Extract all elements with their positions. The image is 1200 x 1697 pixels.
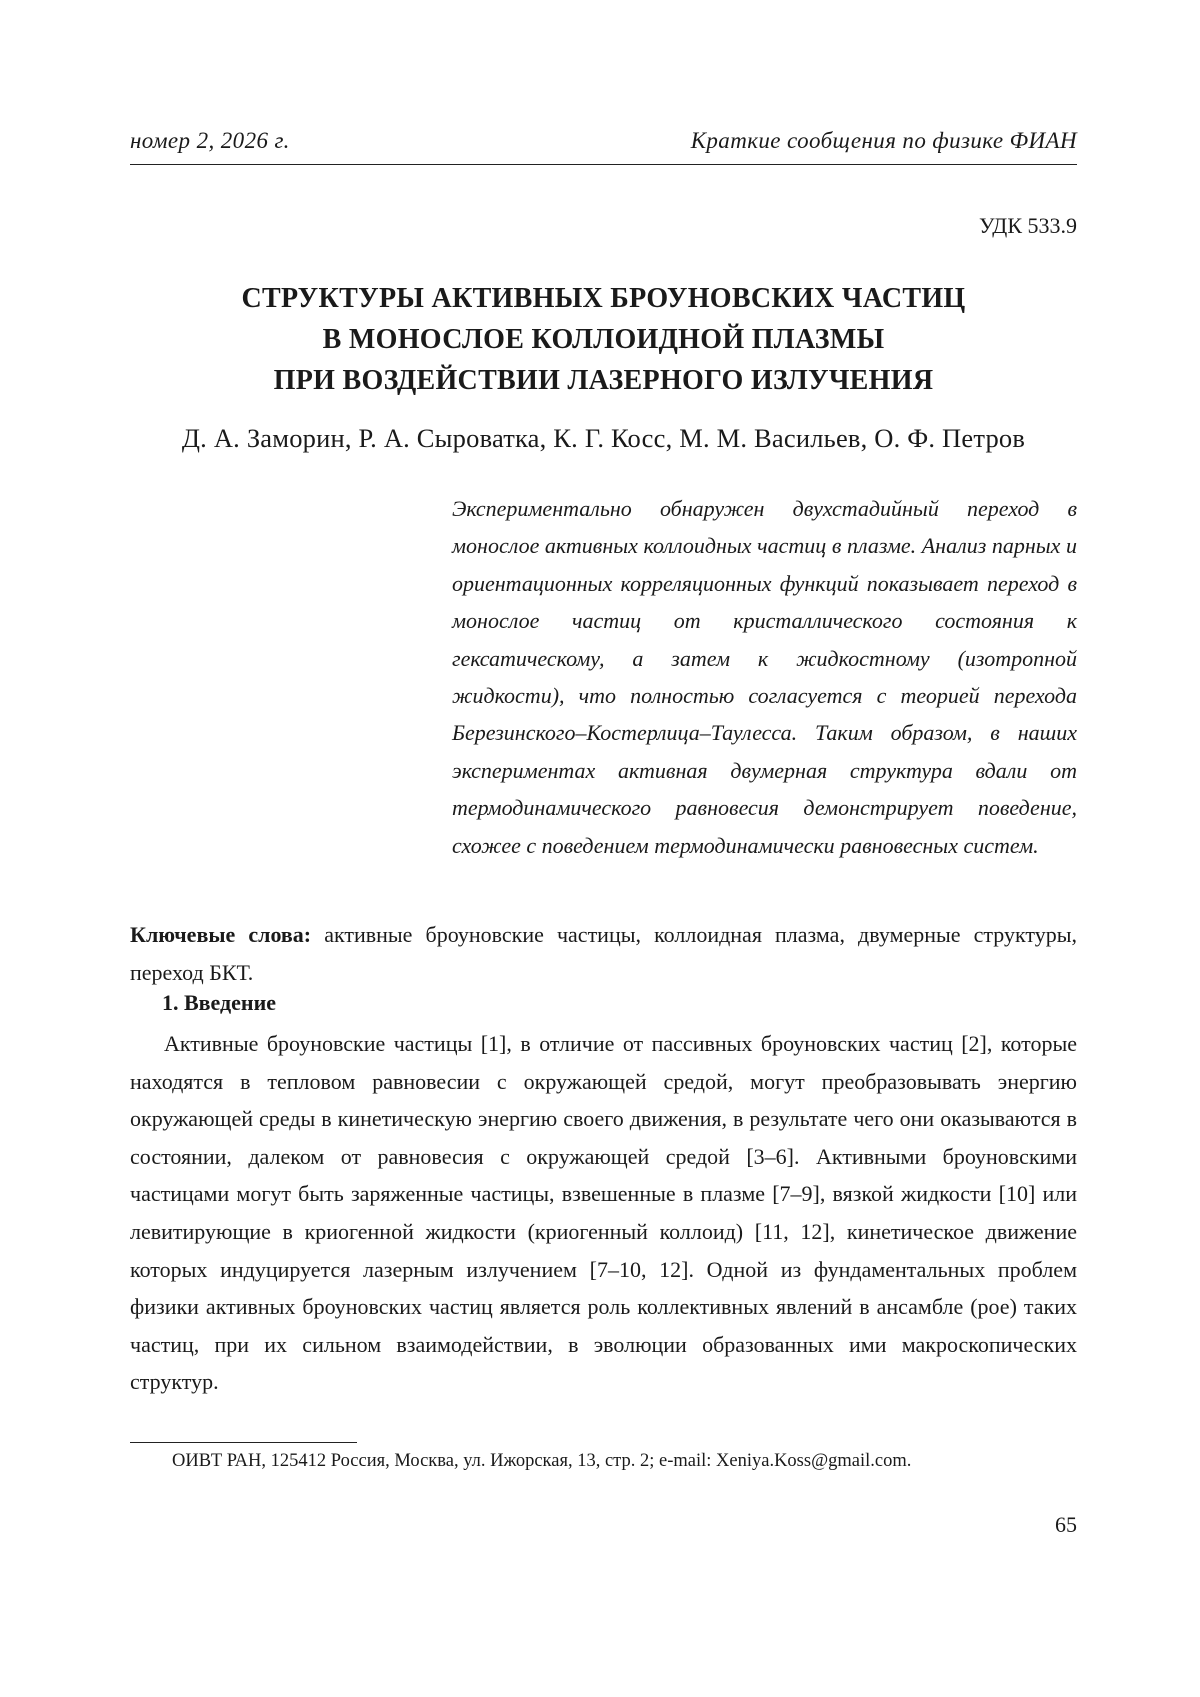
issue-info: номер 2, 2026 г. <box>130 128 290 153</box>
udc-code: УДК 533.9 <box>978 213 1077 238</box>
footnote-divider <box>130 1442 357 1443</box>
introduction-paragraph: Активные броуновские частицы [1], в отличие от пассивных броуновских частиц [2], которые находятся в тепловом равновесии с окружающей средой, могут преобразовывать энергию окружающей среды в кинетическую энергию своего движения, в результате чего они оказываются в состоянии, далеком от равновесия с окружающей средой [3–6]. Активными броуновскими частицами могут быть заряженные частицы, взвешенные в плазме [7–9], вязкой жидкости [10] или левитирующие в криогенной жидкости (криогенный коллоид) [11, 12], кинетическое движение которых индуцируется лазерным излучением [7–10, 12]. Одной из фундаментальных проблем физики активных броуновских частиц является роль коллективных явлений в ансамбле (рое) таких частиц, при их сильном взаимодействии, в эволюции образованных ими макроскопических структур. <box>130 1031 1077 1395</box>
title-line: В МОНОСЛОЕ КОЛЛОИДНОЙ ПЛАЗМЫ <box>322 324 885 355</box>
journal-name: Краткие сообщения по физике ФИАН <box>690 128 1077 153</box>
page-number: 65 <box>1055 1512 1077 1537</box>
title-line: СТРУКТУРЫ АКТИВНЫХ БРОУНОВСКИХ ЧАСТИЦ <box>241 283 966 314</box>
abstract: Экспериментально обнаружен двухстадийный переход в монослое активных коллоидных частиц в плазме. Анализ парных и ориентационных корреляционных функций показывает переход в монослое частиц от кристаллического состояния к гексатическому, а затем к жидкостному (изотропной жидкости), что полностью согласуется с теорией перехода Березинского–Костерлица–Таулесса. Таким образом, в наших экспериментах активная двумерная структура вдали от термодинамического равновесия демонстрирует поведение, схожее с поведением термодинамически равновесных систем. <box>452 496 1077 858</box>
paper-title <box>130 278 1077 401</box>
keywords-label: Ключевые слова: <box>130 922 312 947</box>
authors: Д. А. Заморин, Р. А. Сыроватка, К. Г. Косс, М. М. Васильев, О. Ф. Петров <box>181 423 1026 453</box>
footnote: ОИВТ РАН, 125412 Россия, Москва, ул. Ижорская, 13, стр. 2; e-mail: Xeniya.Koss@gmail.com. <box>172 1451 912 1471</box>
section-heading: 1. Введение <box>162 990 277 1015</box>
keywords-text: активные броуновские частицы, коллоидная плазма, двумерные структуры, переход БКТ. <box>130 922 1078 985</box>
keywords <box>130 916 1077 991</box>
title-line: ПРИ ВОЗДЕЙСТВИИ ЛАЗЕРНОГО ИЗЛУЧЕНИЯ <box>273 365 934 396</box>
running-header <box>130 128 1077 165</box>
